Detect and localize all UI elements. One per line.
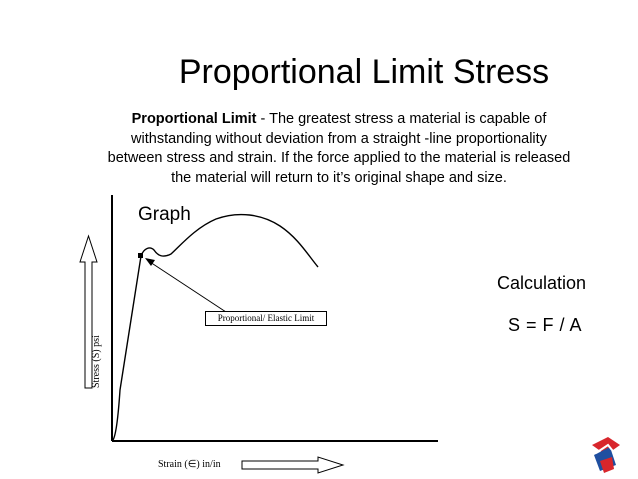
calculation-label: Calculation (497, 273, 587, 293)
definition-body: - The greatest stress a material is capable of withstanding without deviation from a straight -line proportionality between stress and strain. If the force applied to the material is released the material will return to it’s original shape and size. (107, 111, 571, 186)
stress-formula: S = F / A (508, 315, 583, 335)
y-axis-label: Stress (S) psi (91, 335, 102, 388)
stress-strain-curve (113, 215, 318, 440)
limit-pointer-line (150, 262, 226, 312)
elastic-limit-marker (138, 253, 143, 258)
x-axis-label: Strain (∈) in/in (158, 459, 221, 470)
corner-logo (592, 437, 620, 473)
x-axis-arrow (242, 457, 343, 473)
elastic-limit-label: Proportional/ Elastic Limit (205, 311, 327, 326)
slide-title: Proportional Limit Stress (178, 53, 550, 91)
graph-label: Graph (138, 204, 191, 225)
definition-term: Proportional Limit (131, 111, 257, 127)
